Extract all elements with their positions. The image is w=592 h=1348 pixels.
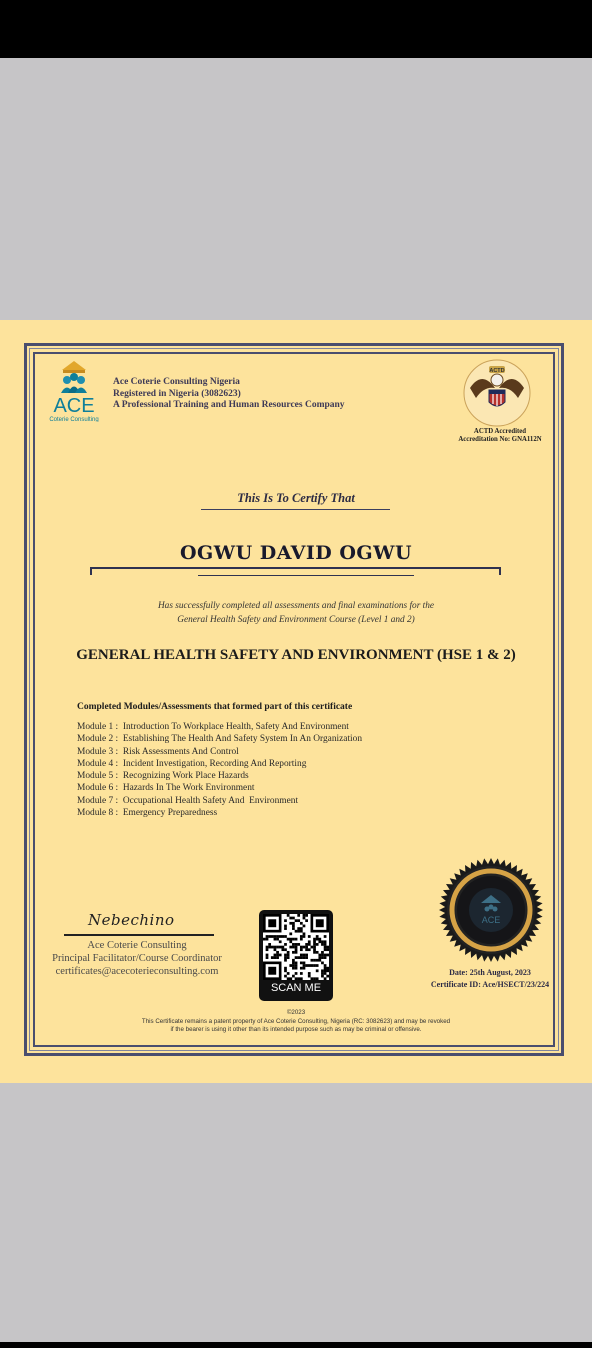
description-line-2: General Health Safety and Environment Course (Level 1 and 2)	[177, 615, 415, 625]
scan-me-label: SCAN ME	[270, 982, 322, 994]
description-line-1: Has successfully completed all assessments and final examinations for the	[157, 601, 435, 611]
module-item: Module 7 : Occupational Health Safety And Environment	[77, 795, 299, 806]
footer-notice	[0, 1009, 592, 1035]
certify-underline	[201, 509, 390, 510]
svg-text:ACTD: ACTD	[489, 368, 505, 374]
actd-number: Accreditation No: GNA112N	[458, 436, 542, 443]
signature-script: Nebechino	[88, 911, 175, 929]
module-item: Module 8 : Emergency Preparedness	[77, 808, 218, 819]
module-item: Module 1 : Introduction To Workplace Health, Safety And Environment	[77, 722, 349, 732]
company-info	[113, 377, 345, 412]
signatory-org: Ace Coterie Consulting	[87, 940, 187, 951]
certificate-id: Certificate ID: Ace/HSECT/23/224	[430, 980, 550, 989]
signatory-role: Principal Facilitator/Course Coordinator	[52, 953, 222, 964]
signature-line	[64, 934, 214, 936]
backdrop-top	[0, 58, 592, 320]
module-item: Module 4 : Incident Investigation, Recording And Reporting	[77, 758, 307, 769]
module-item: Module 6 : Hazards In The Work Environment	[77, 783, 255, 794]
top-black-bar	[0, 0, 592, 58]
qr-code-pattern	[263, 914, 329, 980]
company-tagline: A Professional Training and Human Resources Company	[113, 400, 345, 410]
module-item: Module 2 : Establishing The Health And Safety System In An Organization	[77, 734, 363, 745]
completion-description	[0, 599, 592, 627]
bottom-black-bar	[0, 1342, 592, 1348]
signatory-block	[40, 939, 234, 978]
qr-code[interactable]	[259, 910, 333, 1001]
modules-heading: Completed Modules/Assessments that formed part of this certificate	[77, 702, 353, 712]
module-item: Module 3 : Risk Assessments And Control	[77, 746, 239, 757]
gold-seal	[438, 857, 544, 963]
name-underline	[198, 575, 414, 576]
course-title: GENERAL HEALTH SAFETY AND ENVIRONMENT (HSE 1 & 2)	[76, 647, 516, 663]
certify-heading: This Is To Certify That	[237, 491, 355, 505]
issue-info	[420, 967, 560, 991]
company-registration: Registered in Nigeria (3082623)	[113, 388, 241, 399]
actd-seal	[462, 358, 532, 428]
footer-copyright: ©2023	[286, 1009, 306, 1016]
svg-text:Coterie Consulting: Coterie Consulting	[49, 417, 99, 422]
svg-text:ACE: ACE	[481, 915, 501, 925]
issue-date: Date: 25th August, 2023	[449, 968, 531, 977]
recipient-name: OGWU DAVID OGWU	[179, 542, 413, 564]
svg-text:ACE: ACE	[53, 395, 95, 417]
module-item: Module 5 : Recognizing Work Place Hazards	[77, 771, 249, 782]
company-name: Ace Coterie Consulting Nigeria	[113, 377, 240, 387]
ace-logo	[36, 360, 112, 422]
footer-line-2: if the bearer is using it other than its intended purpose such as may be criminal or offensive.	[170, 1026, 422, 1033]
footer-line-1: This Certificate remains a patent property of Ace Coterie Consulting, Nigeria (RC: 3082623) and may be revoked	[141, 1017, 451, 1025]
modules-list	[77, 721, 362, 819]
certificate	[0, 320, 592, 1083]
signatory-email: certificates@acecoterieconsulting.com	[55, 966, 219, 977]
backdrop-bottom	[0, 1083, 592, 1342]
actd-accredited: ACTD Accredited	[473, 428, 527, 435]
actd-accreditation	[452, 428, 548, 444]
name-bracket-line	[90, 567, 501, 575]
